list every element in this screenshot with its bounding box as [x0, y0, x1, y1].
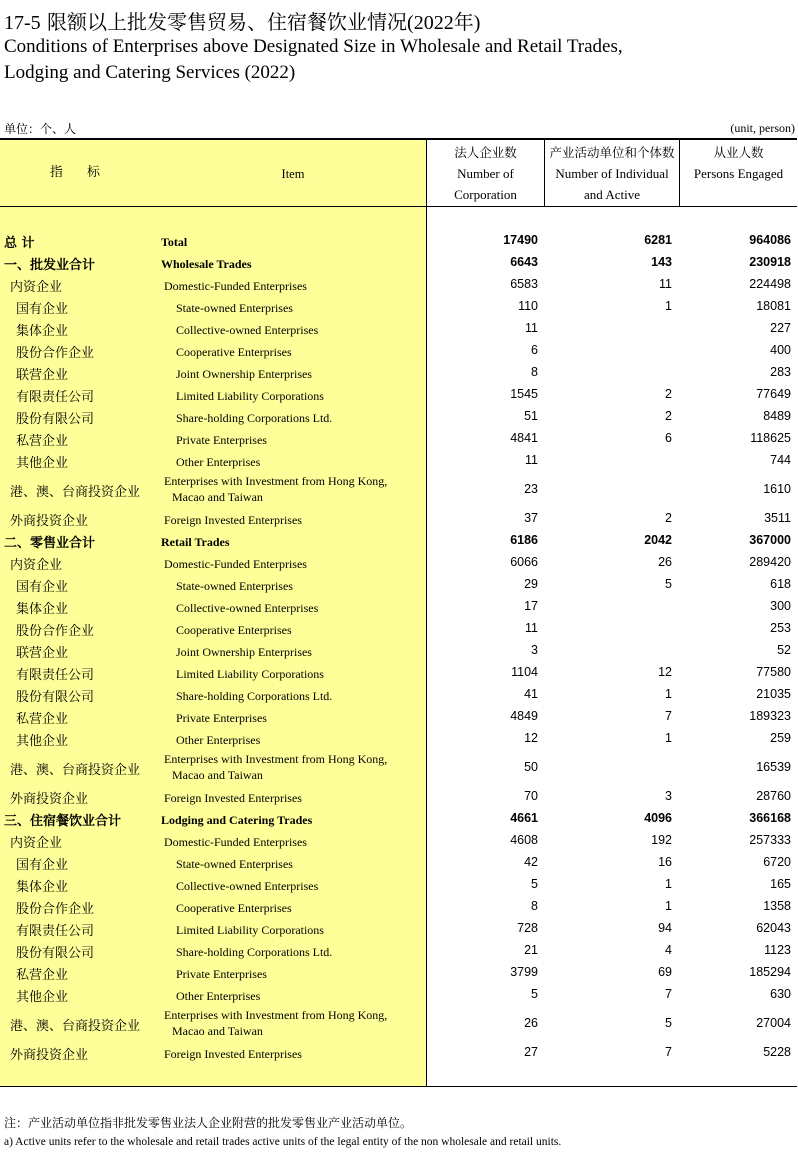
- table-row: [0, 961, 797, 983]
- row-label-en-line: Lodging and Catering Trades: [161, 813, 313, 827]
- corporation-count: 1104: [511, 665, 538, 679]
- header-persons-en1: Persons Engaged: [693, 166, 784, 181]
- row-label-cn: 私营企业: [16, 968, 69, 983]
- individual-active-count: 2: [665, 387, 672, 401]
- persons-engaged: 77649: [756, 387, 791, 401]
- row-label-cn: 内资企业: [10, 836, 63, 851]
- persons-engaged: 283: [770, 365, 791, 379]
- header-corporation-en2: Corporation: [454, 187, 517, 202]
- row-label-cn: 其他企业: [16, 456, 69, 471]
- individual-active-count: 4096: [644, 811, 672, 825]
- row-label-en: [176, 900, 292, 916]
- persons-engaged: 618: [770, 577, 791, 591]
- row-label-cn: 股份有限公司: [16, 412, 95, 427]
- row-label-en: [176, 600, 318, 616]
- table-row: [0, 295, 797, 317]
- corporation-count: 12: [524, 731, 538, 745]
- persons-engaged: 6720: [763, 855, 791, 869]
- row-label-en-line: Limited Liability Corporations: [176, 923, 324, 937]
- persons-engaged: 8489: [763, 409, 791, 423]
- row-label-en: [176, 944, 332, 960]
- header-persons-engaged: [680, 142, 797, 184]
- header-divider: [0, 206, 797, 207]
- unit-label-en: (unit, person): [730, 121, 795, 135]
- corporation-count: 37: [524, 511, 538, 525]
- individual-active-count: 7: [665, 1045, 672, 1059]
- table-row: [0, 829, 797, 851]
- corporation-count: 8: [531, 899, 538, 913]
- persons-engaged: 27004: [756, 1016, 791, 1030]
- persons-engaged: 257333: [749, 833, 791, 847]
- row-label-cn: 港、澳、台商投资企业: [10, 485, 141, 500]
- row-label-en: [176, 644, 312, 660]
- table-row: [0, 317, 797, 339]
- row-label-en-line: Cooperative Enterprises: [176, 345, 292, 359]
- row-label-en: [176, 432, 267, 448]
- individual-active-count: 192: [651, 833, 672, 847]
- individual-active-count: 6: [665, 431, 672, 445]
- row-label-en: [176, 300, 293, 316]
- persons-engaged: 227: [770, 321, 791, 335]
- table-row: [0, 661, 797, 683]
- corporation-count: 6643: [510, 255, 538, 269]
- persons-engaged: 1123: [764, 943, 791, 957]
- persons-engaged: 367000: [749, 533, 791, 547]
- row-label-cn: 国有企业: [16, 302, 69, 317]
- row-label-en-line: Share-holding Corporations Ltd.: [176, 411, 333, 425]
- corporation-count: 26: [524, 1016, 538, 1030]
- corporation-count: 42: [524, 855, 538, 869]
- row-label-en-line: Limited Liability Corporations: [176, 389, 324, 403]
- table-row: [0, 939, 797, 961]
- table-row: [0, 427, 797, 449]
- row-label-en: [164, 556, 307, 572]
- corporation-count: 6066: [510, 555, 538, 569]
- row-label-en: [176, 322, 318, 338]
- table-row: [0, 405, 797, 427]
- table-row: [0, 471, 797, 507]
- corporation-count: 27: [524, 1045, 538, 1059]
- table-row: [0, 1041, 797, 1063]
- row-label-en-line: State-owned Enterprises: [176, 857, 293, 871]
- persons-engaged: 259: [770, 731, 791, 745]
- row-label-en: [176, 710, 267, 726]
- row-label-en: [176, 966, 267, 982]
- row-label-en-line: Collective-owned Enterprises: [176, 323, 319, 337]
- row-label-cn: 港、澳、台商投资企业: [10, 1019, 141, 1034]
- row-label-cn: 集体企业: [16, 324, 69, 339]
- header-corporation-cn: 法人企业数: [454, 145, 517, 160]
- header-individual-en1: Number of Individual: [555, 166, 669, 181]
- persons-engaged: 744: [770, 453, 791, 467]
- persons-engaged: 5228: [763, 1045, 791, 1059]
- row-label-cn: 内资企业: [10, 280, 63, 295]
- header-individual-cn: 产业活动单位和个体数: [549, 145, 675, 160]
- persons-engaged: 964086: [749, 233, 791, 247]
- corporation-count: 11: [525, 621, 538, 635]
- individual-active-count: 2: [665, 511, 672, 525]
- row-label-cn: 股份合作企业: [16, 902, 95, 917]
- individual-active-count: 69: [658, 965, 672, 979]
- individual-active-count: 1: [665, 877, 672, 891]
- table-row: [0, 273, 797, 295]
- individual-active-count: 26: [658, 555, 672, 569]
- table-row: [0, 229, 797, 251]
- corporation-count: 50: [524, 760, 538, 774]
- row-label-en-line: Limited Liability Corporations: [176, 667, 324, 681]
- individual-active-count: 3: [665, 789, 672, 803]
- row-label-en: [164, 1046, 302, 1062]
- row-label-en-line: Foreign Invested Enterprises: [164, 791, 302, 805]
- row-label-en: [176, 410, 332, 426]
- individual-active-count: 5: [665, 577, 672, 591]
- row-label-en: [176, 454, 260, 470]
- row-label-en: [176, 366, 312, 382]
- row-label-cn: 一、批发业合计: [4, 258, 96, 273]
- corporation-count: 1545: [510, 387, 538, 401]
- individual-active-count: 1: [665, 687, 672, 701]
- row-label-cn: 股份合作企业: [16, 346, 95, 361]
- header-individual-active: [545, 142, 679, 205]
- corporation-count: 4661: [510, 811, 538, 825]
- row-label-en: [164, 512, 302, 528]
- row-label-cn: 港、澳、台商投资企业: [10, 763, 141, 778]
- corporation-count: 23: [524, 482, 538, 496]
- row-label-cn: 股份有限公司: [16, 690, 95, 705]
- row-label-en-line: Collective-owned Enterprises: [176, 879, 319, 893]
- persons-engaged: 52: [777, 643, 791, 657]
- persons-engaged: 400: [770, 343, 791, 357]
- row-label-en: [164, 790, 302, 806]
- persons-engaged: 16539: [756, 760, 791, 774]
- corporation-count: 5: [531, 987, 538, 1001]
- corporation-count: 6583: [510, 277, 538, 291]
- row-label-en: [164, 278, 307, 294]
- table-row: [0, 595, 797, 617]
- corporation-count: 11: [525, 321, 538, 335]
- row-label-en: [176, 732, 260, 748]
- row-label-en-line: Private Enterprises: [176, 967, 267, 981]
- corporation-count: 29: [524, 577, 538, 591]
- row-label-en-line: Macao and Taiwan: [172, 768, 263, 782]
- individual-active-count: 143: [651, 255, 672, 269]
- individual-active-count: 7: [665, 987, 672, 1001]
- persons-engaged: 253: [770, 621, 791, 635]
- table-row: [0, 873, 797, 895]
- row-label-en-line: Joint Ownership Enterprises: [176, 367, 312, 381]
- corporation-count: 8: [531, 365, 538, 379]
- row-label-en-line: State-owned Enterprises: [176, 301, 293, 315]
- table-row: [0, 529, 797, 551]
- table-row: [0, 251, 797, 273]
- row-label-en: [164, 1007, 387, 1039]
- row-label-cn: 有限责任公司: [16, 668, 95, 683]
- row-label-cn: 外商投资企业: [10, 514, 89, 529]
- row-label-cn: 内资企业: [10, 558, 63, 573]
- row-label-en-line: Other Enterprises: [176, 733, 261, 747]
- footnote-cn: 注：产业活动单位指非批发零售业法人企业附营的批发零售业产业活动单位。: [4, 1116, 413, 1130]
- row-label-cn: 外商投资企业: [10, 792, 89, 807]
- unit-label-cn: 单位：个、人: [4, 122, 77, 136]
- table-row: [0, 383, 797, 405]
- table-title-cn: [4, 6, 480, 35]
- row-label-en-line: Enterprises with Investment from Hong Kong,: [164, 752, 388, 766]
- row-label-en-line: Domestic-Funded Enterprises: [164, 279, 307, 293]
- table-title-year: (2022年): [407, 12, 481, 34]
- corporation-count: 11: [525, 453, 538, 467]
- table-row: [0, 705, 797, 727]
- row-label-en-line: Domestic-Funded Enterprises: [164, 835, 307, 849]
- persons-engaged: 630: [770, 987, 791, 1001]
- row-label-cn: 外商投资企业: [10, 1048, 89, 1063]
- corporation-count: 17490: [503, 233, 538, 247]
- individual-active-count: 16: [658, 855, 672, 869]
- individual-active-count: 12: [658, 665, 672, 679]
- row-label-cn: 三、住宿餐饮业合计: [4, 814, 122, 829]
- row-label-en-line: Other Enterprises: [176, 989, 261, 1003]
- corporation-count: 17: [524, 599, 538, 613]
- table-row: [0, 895, 797, 917]
- row-label-cn: 联营企业: [16, 368, 69, 383]
- row-label-en-line: Retail Trades: [161, 535, 230, 549]
- row-label-en: [176, 878, 318, 894]
- table-row: [0, 551, 797, 573]
- row-label-en-line: Macao and Taiwan: [172, 1024, 263, 1038]
- row-label-en-line: Enterprises with Investment from Hong Kong,: [164, 474, 388, 488]
- individual-active-count: 2042: [644, 533, 672, 547]
- row-label-en-line: Collective-owned Enterprises: [176, 601, 319, 615]
- table-title-en-line1: Conditions of Enterprises above Designated Size in Wholesale and Retail Trades,: [4, 36, 623, 57]
- corporation-count: 3799: [510, 965, 538, 979]
- table-row: [0, 785, 797, 807]
- row-label-en: [161, 256, 252, 272]
- row-label-cn: 集体企业: [16, 880, 69, 895]
- row-label-en-line: Cooperative Enterprises: [176, 623, 292, 637]
- row-label-en-line: Enterprises with Investment from Hong Kong,: [164, 1008, 388, 1022]
- persons-engaged: 165: [770, 877, 791, 891]
- row-label-cn: 股份有限公司: [16, 946, 95, 961]
- corporation-count: 51: [524, 409, 538, 423]
- row-label-cn: 总 计: [4, 236, 35, 251]
- row-label-en-line: Other Enterprises: [176, 455, 261, 469]
- persons-engaged: 18081: [756, 299, 791, 313]
- row-label-en: [164, 473, 387, 505]
- row-label-cn: 有限责任公司: [16, 924, 95, 939]
- row-label-cn: 其他企业: [16, 734, 69, 749]
- persons-engaged: 289420: [749, 555, 791, 569]
- corporation-count: 728: [517, 921, 538, 935]
- individual-active-count: 7: [665, 709, 672, 723]
- table-row: [0, 361, 797, 383]
- corporation-count: 110: [518, 299, 538, 313]
- row-label-en: [176, 344, 292, 360]
- row-label-en: [176, 666, 324, 682]
- row-label-cn: 联营企业: [16, 646, 69, 661]
- table-row: [0, 339, 797, 361]
- table-row: [0, 683, 797, 705]
- corporation-count: 4608: [510, 833, 538, 847]
- table-row: [0, 851, 797, 873]
- row-label-en: [176, 578, 293, 594]
- corporation-count: 4841: [510, 431, 538, 445]
- row-label-cn: 国有企业: [16, 580, 69, 595]
- individual-active-count: 6281: [644, 233, 672, 247]
- row-label-cn: 有限责任公司: [16, 390, 95, 405]
- individual-active-count: 5: [665, 1016, 672, 1030]
- persons-engaged: 1610: [763, 482, 791, 496]
- table-row: [0, 507, 797, 529]
- row-label-cn: 其他企业: [16, 990, 69, 1005]
- corporation-count: 4849: [510, 709, 538, 723]
- row-label-en-line: Joint Ownership Enterprises: [176, 645, 312, 659]
- corporation-count: 6186: [510, 533, 538, 547]
- row-label-cn: 股份合作企业: [16, 624, 95, 639]
- individual-active-count: 94: [658, 921, 672, 935]
- row-label-en-line: Macao and Taiwan: [172, 490, 263, 504]
- table-title-en-line2: Lodging and Catering Services (2022): [4, 62, 296, 83]
- table-row: [0, 617, 797, 639]
- header-corporation-en1: Number of: [457, 166, 514, 181]
- row-label-en: [176, 856, 293, 872]
- individual-active-count: 4: [665, 943, 672, 957]
- corporation-count: 6: [531, 343, 538, 357]
- row-label-en-line: Cooperative Enterprises: [176, 901, 292, 915]
- row-label-cn: 国有企业: [16, 858, 69, 873]
- row-label-en-line: Share-holding Corporations Ltd.: [176, 945, 333, 959]
- row-label-en-line: Share-holding Corporations Ltd.: [176, 689, 333, 703]
- data-table: [0, 138, 797, 1087]
- table-row: [0, 917, 797, 939]
- corporation-count: 5: [531, 877, 538, 891]
- table-row: [0, 1005, 797, 1041]
- persons-engaged: 224498: [749, 277, 791, 291]
- corporation-count: 70: [524, 789, 538, 803]
- header-individual-en2: and Active: [584, 187, 640, 202]
- individual-active-count: 1: [665, 299, 672, 313]
- row-label-en-line: State-owned Enterprises: [176, 579, 293, 593]
- header-persons-cn: 从业人数: [713, 145, 764, 160]
- persons-engaged: 300: [770, 599, 791, 613]
- table-row: [0, 807, 797, 829]
- table-row: [0, 749, 797, 785]
- row-label-en-line: Foreign Invested Enterprises: [164, 1047, 302, 1061]
- corporation-count: 3: [531, 643, 538, 657]
- persons-engaged: 118625: [750, 431, 791, 445]
- row-label-en: [176, 988, 260, 1004]
- row-label-en-line: Foreign Invested Enterprises: [164, 513, 302, 527]
- row-label-en: [164, 751, 387, 783]
- row-label-en: [161, 534, 230, 550]
- row-label-cn: 私营企业: [16, 712, 69, 727]
- header-zhibiao: 指 标: [49, 165, 111, 180]
- row-label-en: [161, 812, 312, 828]
- table-title-cn-text: 限额以上批发零售贸易、住宿餐饮业情况: [47, 10, 408, 34]
- header-corporation: [427, 142, 544, 205]
- persons-engaged: 185294: [749, 965, 791, 979]
- row-label-en-line: Wholesale Trades: [161, 257, 252, 271]
- row-label-cn: 二、零售业合计: [4, 536, 96, 551]
- table-row: [0, 573, 797, 595]
- individual-active-count: 1: [665, 899, 672, 913]
- persons-engaged: 366168: [749, 811, 791, 825]
- row-label-en: [176, 688, 332, 704]
- row-label-en-line: Total: [161, 235, 188, 249]
- row-label-cn: 集体企业: [16, 602, 69, 617]
- persons-engaged: 189323: [749, 709, 791, 723]
- row-label-en-line: Private Enterprises: [176, 711, 267, 725]
- persons-engaged: 3511: [764, 511, 791, 525]
- persons-engaged: 1358: [763, 899, 791, 913]
- row-label-en-line: Private Enterprises: [176, 433, 267, 447]
- persons-engaged: 230918: [749, 255, 791, 269]
- footnote-en: a) Active units refer to the wholesale and retail trades active units of the legal entity of the non wholesale and retail units.: [4, 1136, 562, 1148]
- table-row: [0, 983, 797, 1005]
- corporation-count: 41: [524, 687, 538, 701]
- persons-engaged: 28760: [756, 789, 791, 803]
- table-row: [0, 727, 797, 749]
- persons-engaged: 62043: [756, 921, 791, 935]
- individual-active-count: 2: [665, 409, 672, 423]
- corporation-count: 21: [524, 943, 538, 957]
- row-label-en-line: Domestic-Funded Enterprises: [164, 557, 307, 571]
- row-label-en: [176, 922, 324, 938]
- table-row: [0, 449, 797, 471]
- table-number: 17-5: [4, 12, 41, 34]
- row-label-en: [176, 388, 324, 404]
- row-label-en: [161, 234, 187, 250]
- individual-active-count: 1: [665, 731, 672, 745]
- table-row: [0, 639, 797, 661]
- row-label-en: [176, 622, 292, 638]
- individual-active-count: 11: [659, 277, 672, 291]
- persons-engaged: 21035: [756, 687, 791, 701]
- header-item: Item: [281, 167, 305, 181]
- row-label-en: [164, 834, 307, 850]
- row-label-cn: 私营企业: [16, 434, 69, 449]
- persons-engaged: 77580: [756, 665, 791, 679]
